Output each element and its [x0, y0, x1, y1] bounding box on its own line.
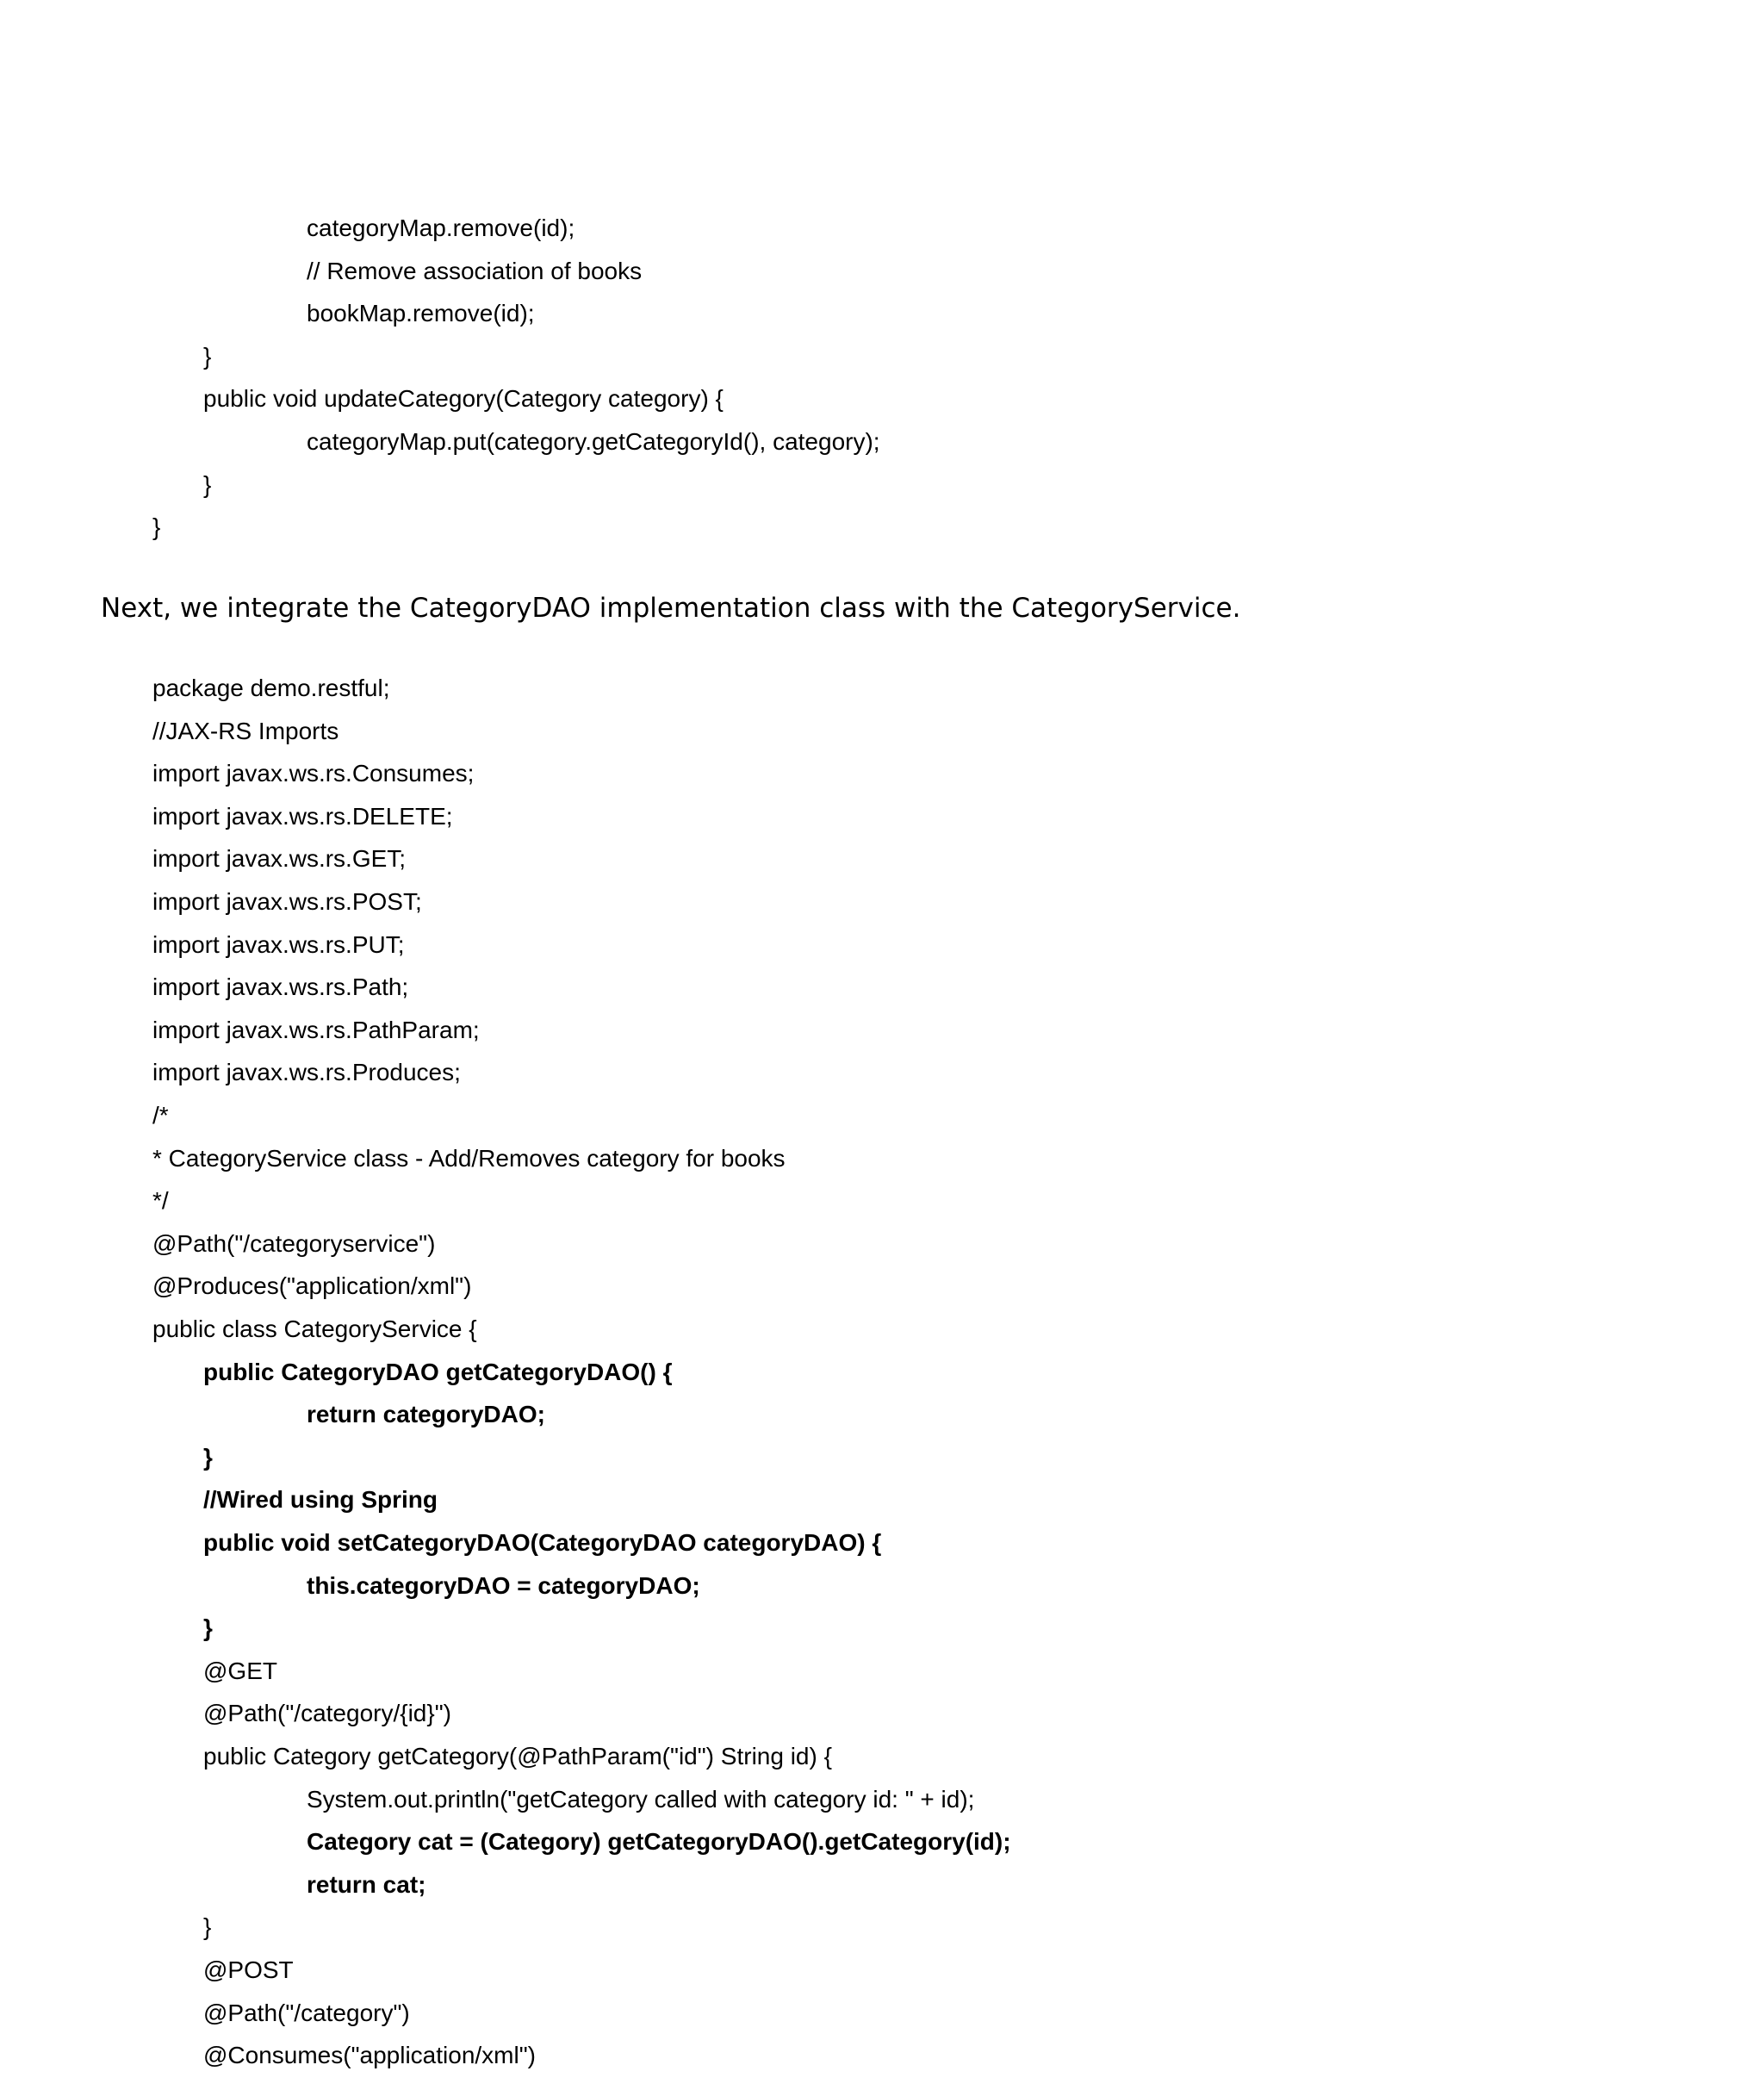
code-line: import javax.ws.rs.PathParam;: [152, 1016, 480, 1043]
code-line: //JAX-RS Imports: [152, 717, 339, 744]
code-line: return cat;: [307, 1870, 426, 1898]
body-paragraph: Next, we integrate the CategoryDAO implementation class with the CategoryService.: [101, 593, 1241, 624]
code-line: @Path("/categoryservice"): [152, 1229, 436, 1257]
code-line: import javax.ws.rs.Produces;: [152, 1059, 461, 1086]
code-line: import javax.ws.rs.PUT;: [152, 930, 405, 958]
code-line: System.out.println("getCategory called with category id: " + id);: [307, 1785, 975, 1813]
code-line: @Path("/category/{id}"): [203, 1700, 451, 1727]
code-line: public CategoryDAO getCategoryDAO() {: [203, 1358, 673, 1385]
code-line: import javax.ws.rs.Path;: [152, 973, 409, 1001]
code-line: @Consumes("application/xml"): [203, 2042, 536, 2069]
code-line: public Category getCategory(@PathParam("id") String id) {: [203, 1743, 832, 1769]
code-line: @POST: [203, 1956, 294, 1983]
code-line: @Path("/category"): [203, 1999, 410, 2026]
code-line: this.categoryDAO = categoryDAO;: [307, 1571, 700, 1599]
code-line: package demo.restful;: [152, 675, 390, 701]
code-line: @GET: [203, 1657, 277, 1684]
code-line: import javax.ws.rs.DELETE;: [152, 802, 453, 830]
code-line: }: [203, 470, 212, 498]
code-line: * CategoryService class - Add/Removes category for books: [152, 1144, 786, 1172]
code-line: /*: [152, 1102, 169, 1129]
code-line: }: [203, 1443, 213, 1471]
code-line: public void updateCategory(Category category) {: [203, 385, 724, 413]
code-line: categoryMap.remove(id);: [307, 215, 575, 241]
code-line: }: [152, 513, 161, 541]
code-line: public class CategoryService {: [152, 1315, 477, 1342]
code-line: @Produces("application/xml"): [152, 1272, 472, 1300]
code-line: //Wired using Spring: [203, 1486, 438, 1514]
code-line: categoryMap.put(category.getCategoryId(), category);: [307, 428, 880, 455]
code-line: import javax.ws.rs.POST;: [152, 888, 422, 915]
code-line: */: [152, 1187, 169, 1215]
code-line: }: [203, 1614, 213, 1642]
code-line: import javax.ws.rs.Consumes;: [152, 760, 475, 787]
code-line: bookMap.remove(id);: [307, 300, 535, 327]
code-line: public void setCategoryDAO(CategoryDAO categoryDAO) {: [203, 1529, 882, 1556]
code-line: }: [203, 342, 212, 370]
code-line: import javax.ws.rs.GET;: [152, 845, 407, 873]
code-line: }: [203, 1913, 212, 1941]
code-line: // Remove association of books: [307, 257, 643, 284]
code-line: return categoryDAO;: [307, 1401, 545, 1428]
code-line: Category cat = (Category) getCategoryDAO().getCategory(id);: [307, 1828, 1011, 1856]
